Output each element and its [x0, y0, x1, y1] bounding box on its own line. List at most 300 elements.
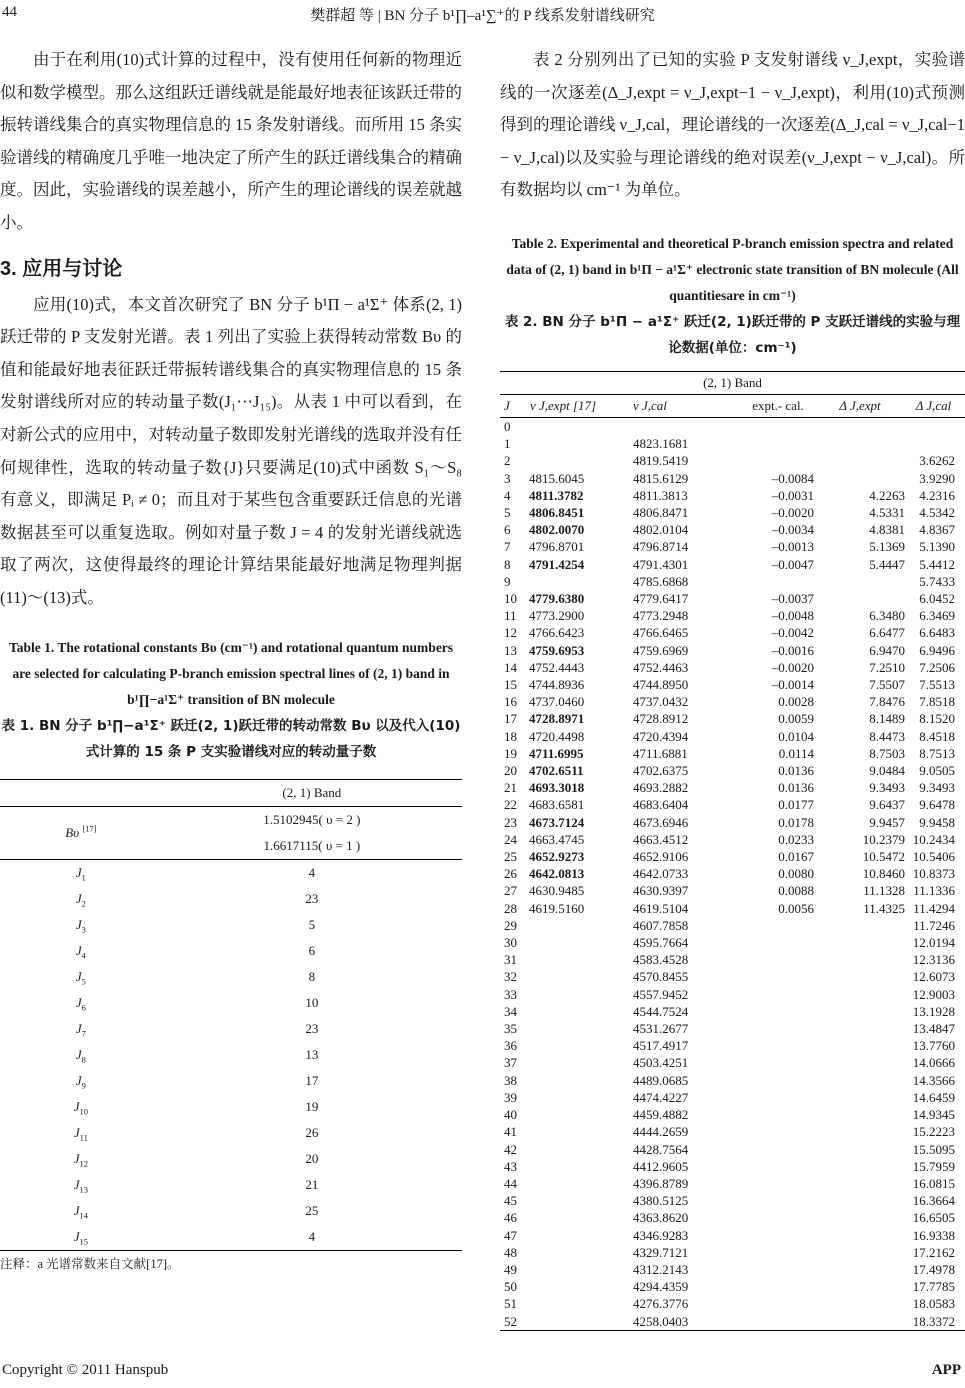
cell-delta-cal: 14.3566 [912, 1072, 955, 1088]
cell-diff [742, 1089, 814, 1106]
cell-j: 24 [504, 831, 517, 847]
table1-j-label: $J_2$ [75, 890, 86, 909]
cell-cal: 4663.4512 [633, 831, 689, 847]
cell-j: 6 [504, 522, 511, 538]
cell-cal: 4737.0432 [633, 694, 689, 710]
cell-diff: 0.0136 [778, 780, 814, 796]
cell-cal: 4630.9397 [633, 883, 689, 899]
cell-delta-cal: 9.0505 [919, 763, 955, 779]
table1-row [0, 938, 462, 964]
cell-j: 29 [504, 917, 517, 933]
cell-diff: 0.0088 [778, 883, 814, 899]
cell-j: 38 [504, 1072, 517, 1088]
cell-expt: 4630.9485 [529, 883, 585, 899]
cell-diff: 0.0028 [778, 694, 814, 710]
table1-row [0, 964, 462, 990]
cell-diff: 0.0177 [778, 797, 814, 813]
table2-row [500, 1141, 965, 1158]
table2-row [500, 796, 965, 813]
table2 [500, 371, 965, 1331]
cell-delta-expt: 5.4447 [869, 556, 905, 572]
copyright: Copyright © 2011 Hanspub [2, 1362, 169, 1378]
table2-row [500, 1003, 965, 1020]
cell-j: 49 [504, 1261, 517, 1277]
cell-expt: 4728.8971 [529, 711, 585, 727]
table2-caption-en: Table 2. Experimental and theoretical P-branch emission spectra and related data of (2, 1) band in b¹Π − a¹Σ⁺ electronic state transition of BN molecule (All quantitiesare in cm⁻¹) [506, 235, 959, 303]
cell-diff [742, 1141, 814, 1158]
col-header: ν J,expt [17] [529, 394, 631, 417]
cell-delta-cal: 12.3136 [912, 952, 955, 968]
cell-cal: 4779.6417 [633, 591, 689, 606]
cell-expt: 4693.3018 [529, 780, 585, 796]
cell-expt [529, 1072, 631, 1089]
cell-delta-expt [814, 590, 911, 607]
table2-row [500, 556, 965, 573]
cell-expt [529, 917, 631, 934]
cell-diff: –0.0034 [771, 522, 814, 538]
cell-diff [742, 1227, 814, 1244]
table2-row [500, 1278, 965, 1295]
cell-delta-expt [814, 1192, 911, 1209]
table1-j-label: $J_3$ [75, 916, 86, 935]
cell-expt [529, 1054, 631, 1071]
cell-diff [742, 1003, 814, 1020]
cell-diff [742, 417, 814, 435]
cell-delta-expt [814, 1123, 911, 1140]
cell-expt [529, 573, 631, 590]
cell-diff [742, 1072, 814, 1089]
cell-delta-expt [814, 1089, 911, 1106]
cell-diff: 0.0178 [778, 814, 814, 830]
cell-diff [742, 452, 814, 469]
cell-delta-expt: 8.1489 [869, 711, 905, 727]
cell-cal: 4595.7664 [633, 935, 689, 951]
cell-delta-expt: 9.3493 [869, 780, 905, 796]
cell-delta-expt: 7.5507 [869, 677, 905, 693]
cell-diff: –0.0013 [771, 539, 814, 555]
table1-row [0, 1172, 462, 1198]
cell-j: 48 [504, 1244, 517, 1260]
cell-j: 40 [504, 1107, 517, 1123]
cell-expt [529, 1227, 631, 1244]
cell-delta-expt: 6.3480 [869, 608, 905, 624]
table2-row [500, 470, 965, 487]
cell-j: 4 [504, 487, 511, 503]
cell-delta-expt [814, 1054, 911, 1071]
cell-delta-cal: 5.7433 [919, 573, 955, 589]
cell-delta-expt [814, 1227, 911, 1244]
cell-expt: 4652.9273 [529, 849, 585, 865]
cell-delta-expt [814, 1072, 911, 1089]
cell-j: 46 [504, 1210, 517, 1226]
cell-diff: –0.0037 [771, 591, 814, 606]
cell-delta-expt [814, 1295, 911, 1312]
cell-expt: 4720.4498 [529, 728, 585, 744]
cell-cal: 4806.8471 [633, 504, 689, 520]
paragraph: 表 2 分别列出了已知的实验 P 支发射谱线 ν_J,expt，实验谱线的一次逐差(Δ_J,expt = ν_J,expt−1 − ν_J,expt)，利用(10)式预测得到的理论谱线 ν_J,cal，理论谱线的一次逐差(Δ_J,cal = ν_J,cal−1 − ν_J,cal)以及实验与理论谱线的绝对误差(ν_J,expt − ν_J,cal)。所有数据均以 cm⁻¹ 为单位。 [500, 50, 965, 200]
cell-j: 27 [504, 883, 517, 899]
table2-row [500, 1295, 965, 1312]
cell-expt [529, 951, 631, 968]
table2-row [500, 1227, 965, 1244]
cell-diff: –0.0031 [771, 487, 814, 503]
cell-delta-cal: 9.3493 [919, 780, 955, 796]
cell-delta-expt: 6.9470 [869, 642, 905, 658]
cell-j: 21 [504, 780, 517, 796]
cell-j: 8 [504, 556, 511, 572]
cell-delta-cal: 11.1336 [913, 883, 955, 899]
cell-expt: 4663.4745 [529, 831, 585, 847]
table2-row [500, 487, 965, 504]
cell-delta-expt [814, 934, 911, 951]
cell-diff: 0.0233 [778, 831, 814, 847]
table2-row [500, 934, 965, 951]
cell-j: 12 [504, 625, 517, 641]
cell-expt [529, 1003, 631, 1020]
paragraph: 由于在利用(10)式计算的过程中，没有使用任何新的物理近似和数学模型。那么这组跃迁谱线就是能最好地表征该跃迁带的振转谱线集合的真实物理信息的 15 条发射谱线。而所用 15 条实验谱线的精确度几乎唯一地决定了所产生的跃迁谱线集合的精确度。因此，实验谱线的误差越小，所产生的理论谱线的误差就越小。 [0, 50, 462, 232]
cell-cal: 4258.0403 [631, 1313, 742, 1331]
cell-delta-cal: 16.9338 [912, 1227, 955, 1243]
cell-delta-cal: 3.6262 [919, 453, 955, 469]
table1-j-value: 20 [305, 1150, 319, 1166]
cell-j: 7 [504, 539, 511, 555]
cell-expt [529, 1313, 631, 1331]
table2-row [500, 521, 965, 538]
cell-delta-expt [814, 435, 911, 452]
table2-row [500, 779, 965, 796]
cell-diff: –0.0016 [771, 642, 814, 658]
cell-expt [529, 1295, 631, 1312]
cell-delta-expt [814, 470, 911, 487]
cell-j: 35 [504, 1021, 517, 1037]
table1-row [0, 1120, 462, 1146]
cell-delta-cal: 16.6505 [912, 1210, 955, 1226]
cell-delta-expt [814, 573, 911, 590]
cell-cal: 4428.7564 [633, 1141, 689, 1157]
cell-delta-expt: 4.5331 [869, 504, 905, 520]
cell-delta-expt: 10.2379 [862, 831, 905, 847]
cell-expt [529, 1261, 631, 1278]
cell-cal: 4766.6465 [633, 625, 689, 641]
cell-diff [742, 986, 814, 1003]
cell-j: 52 [500, 1313, 529, 1331]
cell-diff: 0.0080 [778, 866, 814, 882]
cell-diff [742, 1261, 814, 1278]
cell-delta-cal: 6.3469 [919, 608, 955, 624]
cell-cal: 4773.2948 [633, 608, 689, 624]
col-header: expt.- cal. [742, 394, 814, 417]
table2-band-header: (2, 1) Band [500, 371, 965, 394]
paragraph: 应用(10)式，本文首次研究了 BN 分子 b¹Π − a¹Σ⁺ 体系(2, 1)跃迁带的 P 支发射光谱。表 1 列出了实验上获得转动常数 Bυ 的值和能最好地表征跃迁带振转谱线集合的真实物理信息的 15 条发射谱线所对应的转动量子数(J₁⋯J₁₅)。从表 1 中可以看到，在对新公式的应用中，对转动量子数即发射光谱线的选取并没有任何规律性，选取的转动量子数{J}只要满足(10)式中函数 S₁～S₈ 有意义，即满足 Pᵢ ≠ 0；而且对于某些包含重要跃迁信息的光谱数据甚至可以重复选取。例如对量子数 J = 4 的发射光谱线就选取了两次，这使得最终的理论计算结果能最好地满足物理判据(11)～(13)式。 [0, 294, 462, 607]
cell-j: 37 [504, 1055, 517, 1071]
table1-row [0, 1042, 462, 1068]
cell-diff: –0.0048 [771, 608, 814, 624]
cell-cal: 4642.0733 [633, 866, 689, 882]
cell-delta-expt: 6.6477 [869, 625, 905, 641]
cell-delta-expt [814, 1261, 911, 1278]
table1-row [0, 1224, 462, 1251]
table1-row [0, 886, 462, 912]
cell-j: 18 [504, 728, 517, 744]
cell-cal: 4720.4394 [633, 728, 689, 744]
cell-delta-cal: 5.1390 [919, 539, 955, 555]
cell-expt [529, 1106, 631, 1123]
cell-expt: 4766.6423 [529, 625, 585, 641]
table2-row [500, 1158, 965, 1175]
cell-j: 32 [504, 969, 517, 985]
cell-cal: 4503.4251 [633, 1055, 689, 1071]
cell-cal: 4823.1681 [633, 436, 689, 452]
table2-row [500, 1072, 965, 1089]
col-header: Δ J,expt [814, 394, 911, 417]
table1-j-label: $J_1$ [75, 864, 86, 883]
cell-delta-expt [814, 1175, 911, 1192]
cell-delta-expt: 8.4473 [869, 728, 905, 744]
cell-cal: 4312.2143 [633, 1261, 689, 1277]
cell-delta-cal: 12.9003 [912, 986, 955, 1002]
cell-cal: 4744.8950 [633, 677, 689, 693]
cell-j: 10 [504, 591, 517, 606]
cell-cal: 4796.8714 [633, 539, 689, 555]
table2-row [500, 882, 965, 899]
table1-row [0, 912, 462, 938]
table1-row [0, 1016, 462, 1042]
table1-j-label: $J_7$ [75, 1020, 86, 1039]
table2-row [500, 676, 965, 693]
table1-j-label: $J_4$ [75, 942, 86, 961]
cell-delta-expt [814, 986, 911, 1003]
cell-delta-cal: 6.9496 [919, 642, 955, 658]
cell-delta-expt: 10.8460 [862, 866, 905, 882]
table2-caption-zh: 表 2. BN 分子 b¹Π − a¹Σ⁺ 跃迁(2, 1)跃迁带的 P 支跃迁谱线的实验与理论数据(单位：cm⁻¹) [504, 313, 961, 356]
cell-j: 36 [504, 1038, 517, 1054]
table1-j-value: 23 [305, 890, 319, 906]
cell-j: 19 [504, 745, 517, 761]
running-header [0, 4, 965, 28]
table1-j-label: $J_{15}$ [0, 1224, 162, 1251]
table2-row [500, 642, 965, 659]
cell-expt: 4673.7124 [529, 814, 585, 830]
cell-cal: 4693.2882 [633, 780, 689, 796]
cell-cal: 4583.4528 [633, 952, 689, 968]
cell-diff [742, 1054, 814, 1071]
cell-j: 47 [504, 1227, 517, 1243]
cell-diff [742, 1192, 814, 1209]
cell-delta-cal: 15.2223 [912, 1124, 955, 1140]
cell-diff [742, 1313, 814, 1331]
table1-j-value: 8 [308, 968, 316, 984]
cell-delta-cal: 8.4518 [919, 728, 955, 744]
cell-j: 26 [504, 866, 517, 882]
table2-row [500, 831, 965, 848]
cell-delta-cal: 12.6073 [912, 969, 955, 985]
cell-cal: 4819.5419 [633, 453, 689, 469]
cell-diff [742, 1175, 814, 1192]
cell-delta-expt [814, 1278, 911, 1295]
cell-expt: 4802.0070 [529, 522, 585, 538]
cell-expt [529, 1192, 631, 1209]
cell-cal: 4276.3776 [633, 1296, 689, 1312]
cell-diff: –0.0014 [771, 677, 814, 693]
cell-delta-expt [814, 917, 911, 934]
cell-j: 22 [504, 797, 517, 813]
cell-delta-cal: 14.9345 [912, 1107, 955, 1123]
table1-j-label: $J_{14}$ [73, 1202, 88, 1221]
cell-expt [529, 1037, 631, 1054]
cell-delta-cal: 4.2316 [919, 487, 955, 503]
cell-delta-cal: 8.7513 [919, 745, 955, 761]
cell-delta-cal: 7.2506 [919, 659, 955, 675]
cell-cal: 4619.5104 [633, 900, 689, 916]
table1-j-label: $J_{12}$ [73, 1150, 88, 1169]
cell-cal: 4329.7121 [633, 1244, 689, 1260]
cell-delta-expt [814, 1313, 911, 1331]
page-number: 44 [2, 4, 17, 20]
cell-diff [742, 968, 814, 985]
cell-expt: 4773.2900 [529, 608, 585, 624]
cell-diff [742, 1123, 814, 1140]
cell-diff [742, 1020, 814, 1037]
cell-delta-cal: 18.0583 [912, 1296, 955, 1312]
cell-expt [529, 1020, 631, 1037]
cell-j: 2 [504, 453, 511, 469]
cell-delta-cal: 5.4412 [919, 556, 955, 572]
cell-delta-expt: 4.8381 [869, 522, 905, 538]
cell-cal: 4517.4917 [633, 1038, 689, 1054]
cell-j: 17 [504, 711, 517, 727]
table2-row [500, 728, 965, 745]
cell-cal: 4346.9283 [633, 1227, 689, 1243]
cell-j: 11 [504, 608, 517, 624]
table2-row [500, 452, 965, 469]
cell-expt: 4806.8451 [529, 504, 585, 520]
table1-caption-zh: 表 1. BN 分子 b¹∏−a¹Σ⁺ 跃迁(2, 1)跃迁带的转动常数 Bυ 以及代入(10)式计算的 15 条 P 支实验谱线对应的转动量子数 [1, 717, 461, 760]
table2-row [500, 573, 965, 590]
cell-cal: 4544.7524 [633, 1003, 689, 1019]
table2-row [500, 900, 965, 917]
left-column [0, 44, 462, 1272]
cell-diff: –0.0047 [771, 556, 814, 572]
cell-cal: 4791.4301 [633, 556, 689, 572]
table1-b-value: 1.6617115( υ = 1 ) [162, 833, 462, 860]
cell-j: 31 [504, 952, 517, 968]
table2-row [500, 1244, 965, 1261]
cell-delta-cal: 11.4294 [913, 900, 955, 916]
cell-delta-cal: 11.7246 [913, 917, 955, 933]
cell-j: 34 [504, 1003, 517, 1019]
table1-b-label: Bυ [17] [0, 806, 162, 859]
cell-cal: 4607.7858 [633, 917, 689, 933]
table1-row [0, 1198, 462, 1224]
cell-diff [742, 951, 814, 968]
table2-row [500, 762, 965, 779]
cell-expt [529, 986, 631, 1003]
cell-j: 5 [504, 504, 511, 520]
cell-expt [529, 1141, 631, 1158]
col-header: ν J,cal [631, 394, 742, 417]
cell-expt [529, 452, 631, 469]
cell-delta-cal: 9.6478 [919, 797, 955, 813]
cell-cal: 4652.9106 [633, 849, 689, 865]
cell-delta-expt: 7.2510 [869, 659, 905, 675]
cell-delta-cal: 17.4978 [912, 1261, 955, 1277]
cell-cal: 4474.4227 [633, 1089, 689, 1105]
cell-expt: 4796.8701 [529, 539, 585, 555]
cell-delta-cal: 13.1928 [912, 1003, 955, 1019]
cell-delta-expt: 11.1328 [863, 883, 905, 899]
table2-row [500, 624, 965, 641]
table2-row [500, 1123, 965, 1140]
cell-delta-expt [814, 1106, 911, 1123]
cell-delta-expt [814, 1209, 911, 1226]
table1-band-header: (2, 1) Band [162, 779, 462, 806]
cell-expt: 4744.8936 [529, 677, 585, 693]
cell-delta-expt: 9.0484 [869, 763, 905, 779]
cell-j: 30 [504, 935, 517, 951]
col-header: J [500, 394, 529, 417]
cell-cal: 4752.4463 [633, 659, 689, 675]
cell-cal: 4459.4882 [633, 1107, 689, 1123]
table2-row [500, 951, 965, 968]
cell-delta-expt: 10.5472 [862, 849, 905, 865]
cell-expt [529, 968, 631, 985]
cell-diff [742, 1158, 814, 1175]
table2-row [500, 848, 965, 865]
cell-delta-expt [814, 951, 911, 968]
cell-cal: 4811.3813 [633, 487, 688, 503]
cell-j: 28 [504, 900, 517, 916]
cell-delta-expt [814, 968, 911, 985]
table1-row [0, 990, 462, 1016]
cell-delta-expt [814, 1037, 911, 1054]
table2-row [500, 1209, 965, 1226]
table1-caption-en: Table 1. The rotational constants Bυ (cm⁻¹) and rotational quantum numbers are selected for calculating P-branch emission spectral lines of (2, 1) band in b¹∏−a¹Σ⁺ transition of BN molecule [8, 639, 454, 707]
cell-delta-expt: 8.7503 [869, 745, 905, 761]
cell-diff [742, 934, 814, 951]
cell-diff [742, 1278, 814, 1295]
cell-expt: 4619.5160 [529, 900, 585, 916]
table1-note: 注释：a 光谱常数来自文献[17]。 [0, 1256, 180, 1271]
cell-cal: 4815.6129 [633, 470, 689, 486]
cell-diff: –0.0042 [771, 625, 814, 641]
cell-delta-cal: 3.9290 [919, 470, 955, 486]
cell-diff [742, 1244, 814, 1261]
cell-j: 51 [504, 1296, 517, 1312]
cell-diff: –0.0020 [771, 659, 814, 675]
table2-row [500, 1037, 965, 1054]
cell-cal: 4294.4359 [633, 1279, 689, 1295]
cell-delta-expt [814, 1158, 911, 1175]
cell-diff [742, 917, 814, 934]
cell-delta-expt: 9.9457 [869, 814, 905, 830]
cell-diff: –0.0084 [771, 470, 814, 486]
cell-j: 41 [504, 1124, 517, 1140]
cell-delta-cal: 18.3372 [911, 1313, 965, 1331]
table1-j-label: $J_{13}$ [73, 1176, 88, 1195]
cell-delta-expt [814, 1020, 911, 1037]
table1-j-value: 17 [305, 1072, 319, 1088]
cell-delta-cal: 10.2434 [912, 831, 955, 847]
table2-row [500, 1192, 965, 1209]
cell-expt [529, 1158, 631, 1175]
table1-j-value: 4 [162, 1224, 462, 1251]
table2-row [500, 917, 965, 934]
table2-row [500, 968, 965, 985]
cell-cal [631, 417, 742, 435]
cell-delta-cal: 7.8518 [919, 694, 955, 710]
cell-expt [529, 1278, 631, 1295]
table1-j-value: 6 [308, 942, 316, 958]
